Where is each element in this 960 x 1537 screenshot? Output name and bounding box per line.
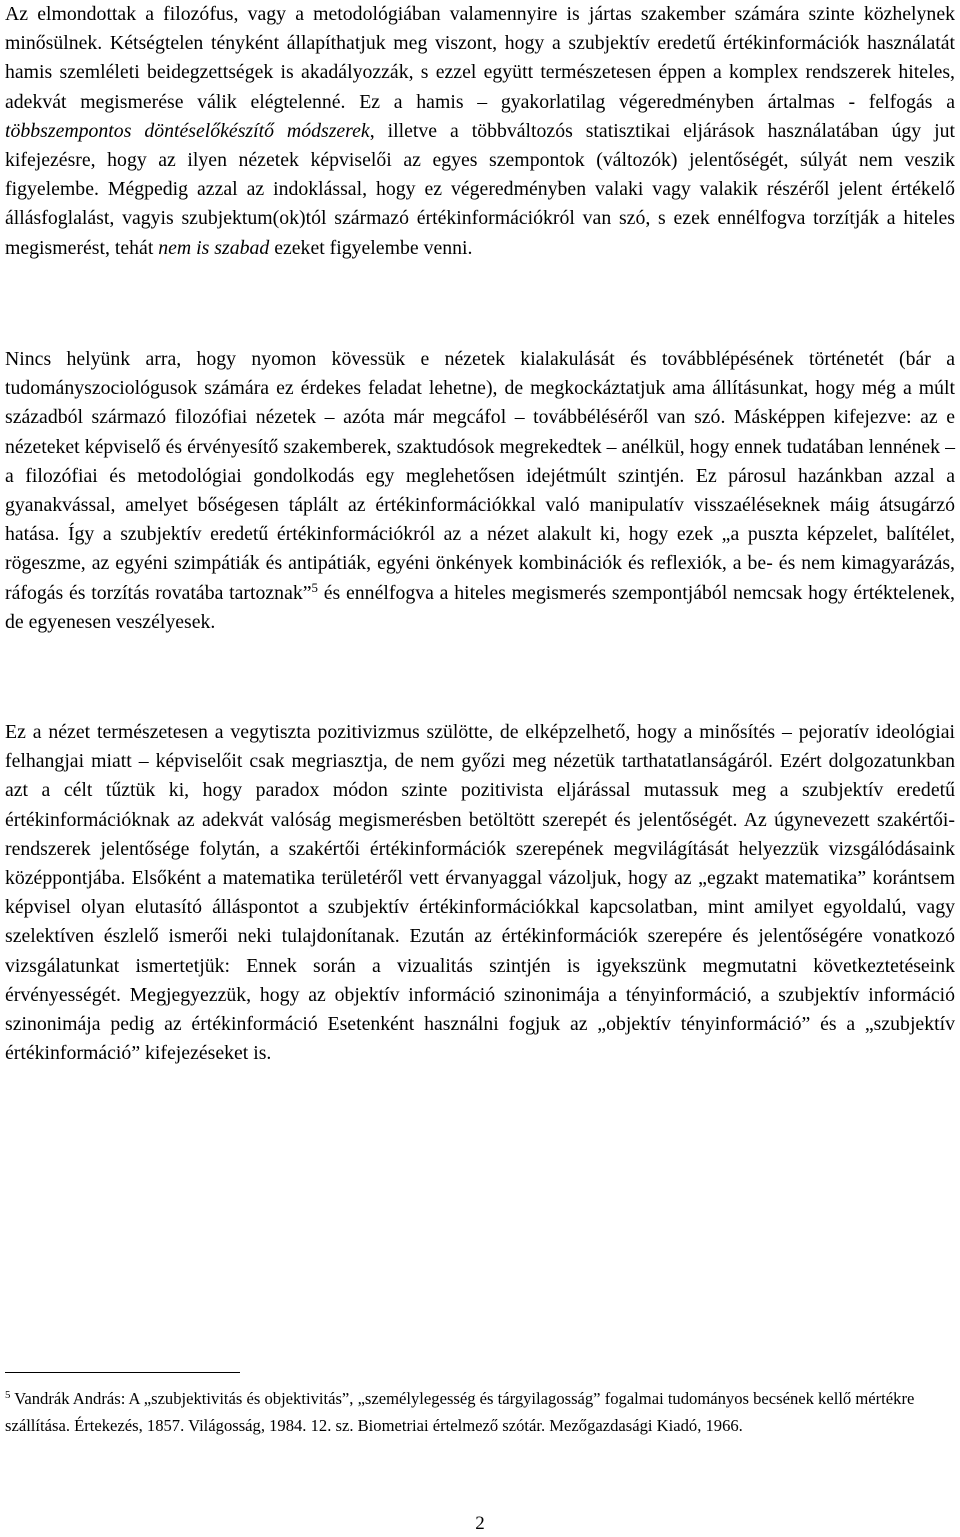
- page-number: 2: [475, 1513, 485, 1534]
- paragraph-2-text-a: Nincs helyünk arra, hogy nyomon kövessük e nézetek kialakulását és továbblépésének történetét (bár a tudományszociológusok számára ez érdekes feladat lehetne), de megkockáztatjuk ama állításunkat, hogy még a múlt századból származó filozófiai nézetek – azóta már megcáfol – továbbéléséről van szó. Másképpen kifejezve: az e nézeteket képviselő és érvényesítő szakemberek, szaktudósok megrekedtek – anélkül, hogy ennek tudatában lennének – a filozófiai és metodológiai gondolkodás egy meglehetősen idejétmúlt szintjén. Ez párosul hazánkban azzal a gyanakvással, amelyet bőségesen táplált az értékinformációkkal való manipulatív visszaéléseknek máig átsugárzó hatása. Így a szubjektív eredetű értékinformációkról az a nézet alakult ki, hogy ezek „a puszta képzelet, balítélet, rögeszme, az egyéni szimpátiák és antipátiák, egyéni önkények kombinációk és reflexiók, a be- és nem kimagyarázás, ráfogás és torzítás rovatába tartoznak”: [5, 348, 955, 604]
- footnote-reference[interactable]: 5: [311, 580, 318, 595]
- paragraph-1: [5, 0, 955, 263]
- footnote-number: 5: [5, 1389, 11, 1402]
- paragraph-1-italic-not-allowed: nem is szabad: [158, 236, 270, 259]
- footnote-text: Vandrák András: A „szubjektivitás és objektivitás”, „személylegesség és tárgyilagosság” fogalmai tudományos becsének kellő mértékre szállítása. Értekezés, 1857. Világosság, 1984. 12. sz. Biometriai értelmező szótár. Mezőgazdasági Kiadó, 1966.: [5, 1389, 915, 1435]
- footnote: [5, 1386, 955, 1439]
- paragraph-1-text-a: Az elmondottak a filozófus, vagy a metodológiában valamennyire is jártas szakember számára szinte közhelynek minősülnek. Kétségtelen tényként állapíthatjuk meg viszont, hogy a szubjektív eredetű értékinformációk használatát hamis szemléleti beidegzettségek is akadályozzák, s ezzel együtt természetesen éppen a komplex rendszerek hiteles, adekvát megismerése válik elégtelenné. Ez a hamis – gyakorlatilag végeredményben ártalmas - felfogás a: [5, 3, 955, 113]
- paragraph-3: [5, 718, 955, 1068]
- paragraph-1-text-e: ezeket figyelembe venni.: [269, 236, 473, 259]
- paragraph-3-text: Ez a nézet természetesen a vegytiszta pozitivizmus szülötte, de elképzelhető, hogy a minősítés – pejoratív ideológiai felhangjai miatt – képviselőit csak megriasztja, de nem győzi meg nézetük tarthatatlanságáról. Ezért dolgozatunkban azt a célt tűztük ki, hogy paradox módon szinte pozitivista eljárással mutassuk meg a szubjektív eredetű értékinformációknak az adekvát valóság megismerésben betöltött szerepét és jelentőségét. Az úgynevezett szakértői-rendszerek jelentősége folytán, a szakértői értékinformációk szerepének megvilágítását helyezzük vizsgálódásaink középpontjába. Elsőként a matematika területéről vett érvanyaggal vázoljuk, hogy az „egzakt matematika” korántsem képvisel olyan elutasító álláspontot a szubjektív értékinformációkkal kapcsolatban, mint amilyet egyoldalú, vagy szelektíven észlelő ismerői neki tulajdonítanak. Ezután az értékinformációk szerepére és jelentőségére vonatkozó vizsgálatunkat ismertetjük: Ennek során a vizualitás szintjén is igyekszünk megmutatni következtetéseink érvényességét. Megjegyezzük, hogy az objektív információ szinonimája a tényinformáció, a szubjektív információ szinonimája pedig az értékinformáció Esetenként használni fogjuk az „objektív tényinformáció” és a „szubjektív értékinformáció” kifejezéseket is.: [5, 721, 955, 1065]
- paragraph-1-italic-methods: többszempontos döntéselőkészítő módszerek: [5, 119, 370, 142]
- paragraph-2: [5, 345, 955, 637]
- paragraph-1-text-c: , illetve a többváltozós statisztikai eljárások használatában úgy jut kifejezésre, hogy az ilyen nézetek képviselői az egyes szempontok (változók) jelentőségét, súlyát nem veszik figyelembe. Mégpedig azzal az indoklással, hogy ez végeredményben valaki vagy valakik részéről jelent értékelő állásfoglalást, vagyis szubjektum(ok)tól származó értékinformációkról van szó, s ezek ennélfogva torzítják a hiteles megismerést, tehát: [5, 119, 955, 259]
- paragraph-2-text-b: és ennélfogva a hiteles megismerés szempontjából nemcsak hogy értéktelenek, de egyenesen veszélyesek.: [5, 581, 956, 633]
- footnote-divider: [5, 1372, 240, 1373]
